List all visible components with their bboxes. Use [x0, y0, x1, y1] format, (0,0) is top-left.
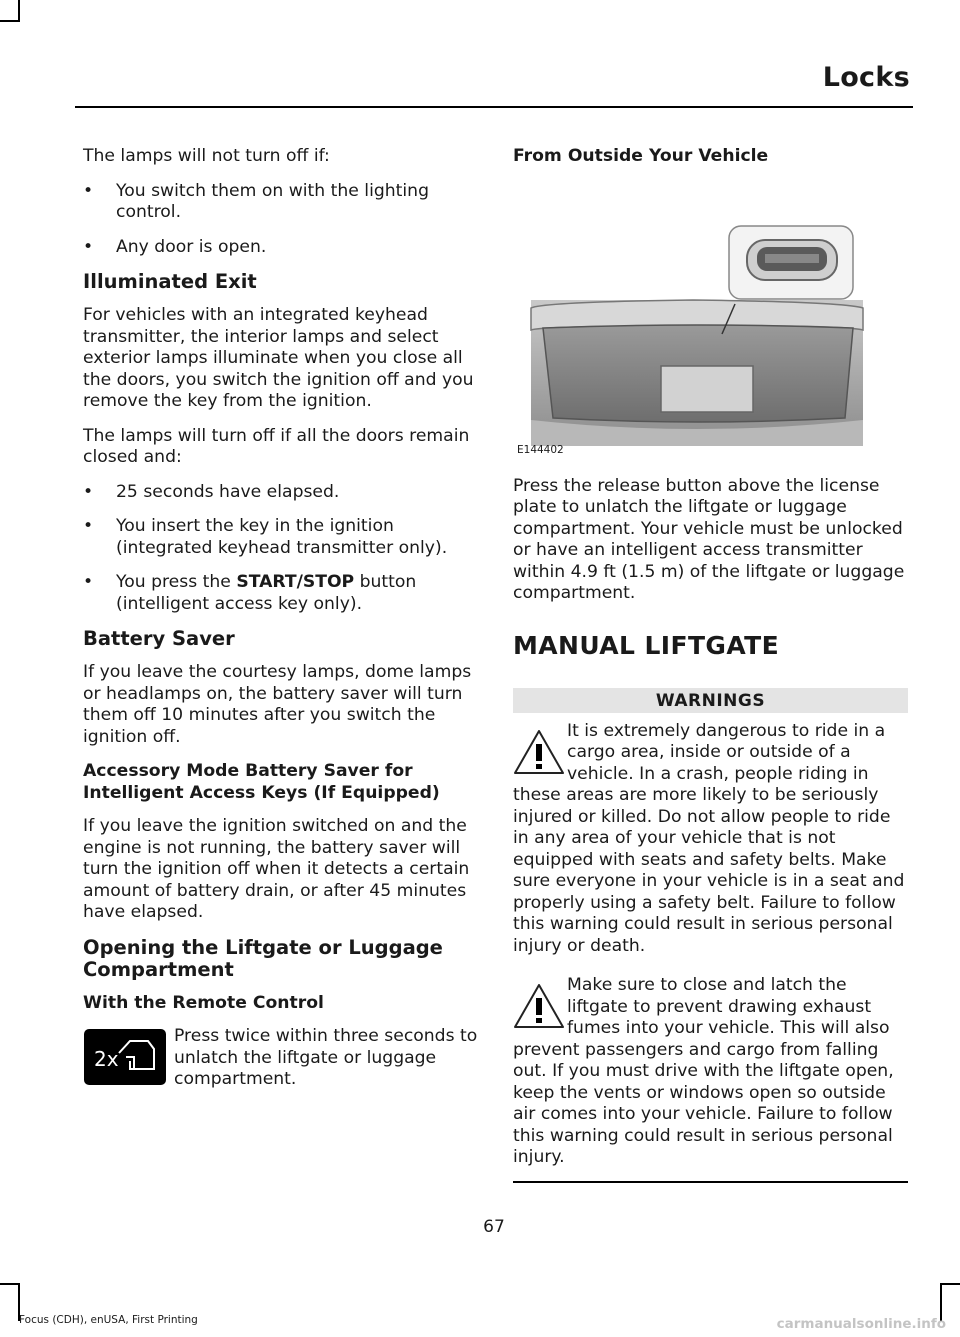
warning-block: [513, 721, 908, 958]
warning-triangle-icon: [513, 727, 565, 779]
paragraph: If you leave the courtesy lamps, dome lamps or headlamps on, the battery saver will turn them off 10 minutes after you switch the ignition off.: [83, 662, 472, 747]
header-divider: [75, 106, 913, 108]
warning-text: It is extremely dangerous to ride in a cargo area, inside or outside of a vehicle. In a crash, people riding in these areas are more likely to be seriously injured or killed. Do not allow people to ride in any area of your vehicle that is not equipped with seats and safety belts. Make sure everyone in your vehicle is in a seat and properly using a safety belt. Failure to follow this warning could result in serious personal injury or death.: [513, 720, 905, 956]
list-item: • 25 seconds have elapsed.: [83, 481, 340, 502]
warning-triangle-icon: [513, 981, 565, 1033]
right-column: [513, 146, 908, 1183]
print-info: Focus (CDH), enUSA, First Printing: [19, 1314, 198, 1326]
warnings-end-divider: [513, 1181, 908, 1183]
remote-icon-label: 2x: [94, 1047, 119, 1071]
page-title: Locks: [822, 62, 910, 93]
page-number: 67: [483, 1217, 505, 1237]
figure-code: E144402: [517, 443, 564, 456]
list-item: • You insert the key in the ignition (integrated keyhead transmitter only).: [83, 516, 448, 558]
crop-mark: [18, 0, 20, 22]
paragraph: If you leave the ignition switched on and the engine is not running, the battery saver will turn the ignition off when it detects a certain amount of battery drain, or after 45 minutes have elapsed.: [83, 816, 470, 922]
paragraph: For vehicles with an integrated keyhead transmitter, the interior lamps and select exterior lamps illuminate when you close all the doors, you switch the ignition off and you remove the key from the ignition.: [83, 305, 474, 411]
crop-mark: [0, 20, 20, 22]
section-heading: Illuminated Exit: [83, 270, 257, 293]
subsection-heading: From Outside Your Vehicle: [513, 146, 769, 166]
warning-block: [513, 975, 908, 1169]
list-item: • You switch them on with the lighting control.: [83, 180, 429, 222]
list-item: • You press the START/STOP button (intelligent access key only).: [83, 572, 417, 614]
liftgate-illustration-image: [513, 180, 908, 456]
paragraph: The lamps will turn off if all the doors remain closed and:: [83, 425, 470, 467]
crop-mark: [940, 1283, 960, 1285]
list-item: • Any door is open.: [83, 236, 267, 257]
liftgate-release-illustration: [513, 180, 908, 456]
section-heading: Battery Saver: [83, 627, 235, 650]
warning-text: Make sure to close and latch the liftgate to prevent drawing exhaust fumes into your vehicle. This will also prevent passengers and cargo from falling out. If you must drive with the liftgate open, keep the vents or windows open so outside air comes into your vehicle. Failure to follow this warning could result in serious personal injury.: [513, 975, 894, 1167]
left-column: [83, 146, 478, 1091]
paragraph: Press twice within three seconds to unlatch the liftgate or luggage compartment.: [174, 1026, 478, 1089]
liftgate-2x-icon: [84, 1029, 166, 1085]
crop-mark: [0, 1283, 20, 1285]
paragraph: The lamps will not turn off if:: [83, 146, 330, 166]
watermark: carmanualsonline.info: [776, 1316, 946, 1332]
warnings-header: WARNINGS: [513, 688, 908, 713]
subsection-heading: With the Remote Control: [83, 992, 324, 1013]
chapter-heading: MANUAL LIFTGATE: [513, 630, 780, 660]
subsection-heading: Accessory Mode Battery Saver for Intelligent Access Keys (If Equipped): [83, 761, 440, 803]
section-heading: Opening the Liftgate or Luggage Compartment: [83, 935, 443, 981]
remote-instruction: [83, 1026, 478, 1091]
paragraph: Press the release button above the license plate to unlatch the liftgate or luggage compartment. Your vehicle must be unlocked or have an intelligent access transmitter within 4.9 ft (1.5 m) of the liftgate or luggage compartment.: [513, 475, 905, 603]
